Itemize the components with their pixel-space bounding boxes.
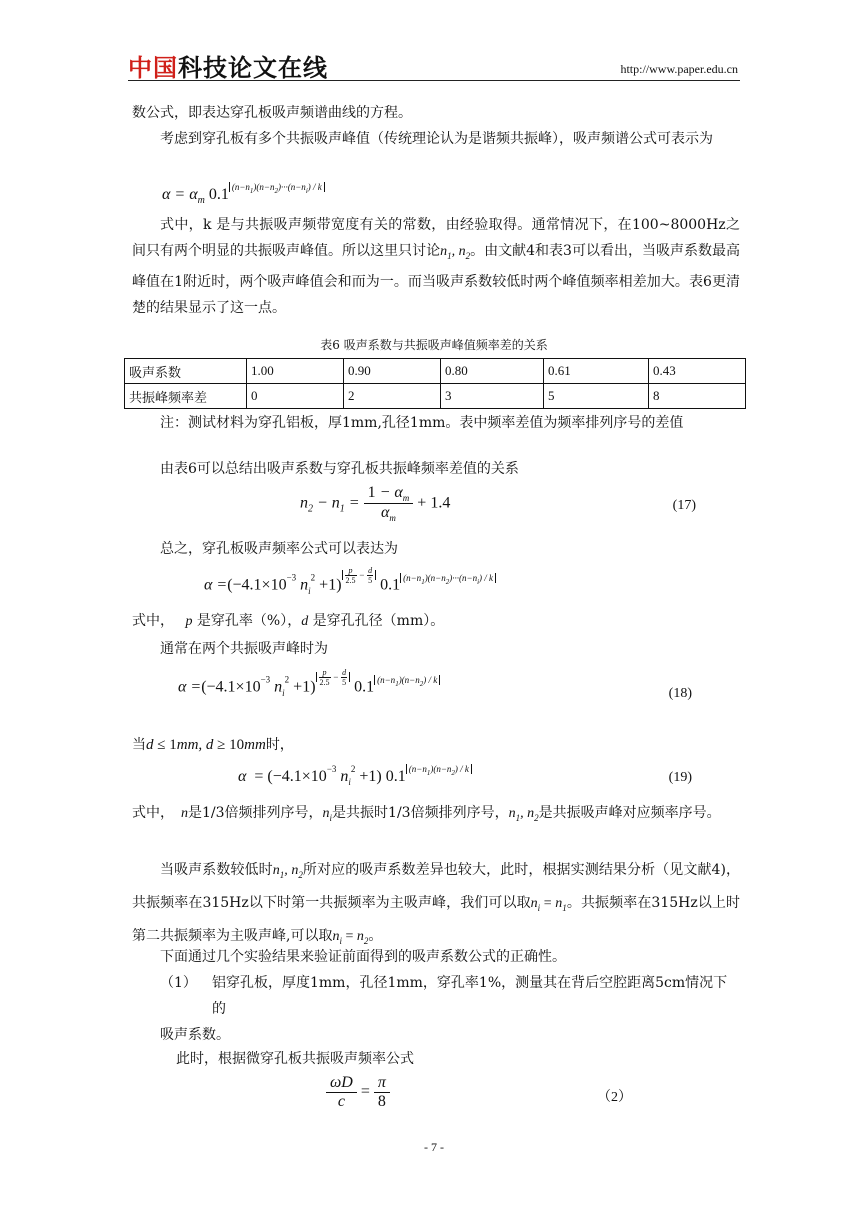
paragraph-8-text-c: 是共振时1/3倍频排列序号，	[332, 805, 509, 821]
formula-17: $n_2 - n_1$ = $\frac{1 - \alpha_m}{\alpha_m}$ + 1.4	[300, 484, 451, 524]
paragraph-7	[132, 732, 740, 758]
list-item-continuation: 吸声系数。	[160, 1027, 230, 1043]
paragraph-5	[132, 608, 740, 635]
paragraph-7-text-a: 当	[132, 737, 146, 753]
list-item-number: （1）	[160, 975, 197, 991]
inline-ni-eq-n1: $n_i = n_1$	[530, 895, 567, 913]
paragraph-9-text-a: 当吸声系数较低时	[160, 862, 273, 878]
formula-18: $\alpha =(-4.1\times 10^{-3}$ $n_i^2 +1$) $^{\frac{p}{2.5} - \frac{d}{5}}$ 0.1 $^{(n-n_1)(n-n_2) / k}$	[178, 668, 440, 698]
paragraph-10: 下面通过几个实验结果来验证前面得到的吸声系数公式的正确性。	[160, 949, 566, 965]
table-cell: 共振峰频率差	[125, 384, 247, 409]
paragraph-0: 数公式，即表达穿孔板吸声频谱曲线的方程。	[132, 105, 412, 121]
header-rule	[128, 80, 740, 81]
table-cell: 0	[247, 384, 344, 409]
inline-condition: d ≤ 1mm, d ≥ 10mm	[146, 737, 266, 753]
inline-n1-n2: $n_1$, $n_2$	[440, 244, 471, 261]
formula-general: $\alpha =(-4.1\times 10^{-3}$ $n_i^2 +1$) $^{\frac{p}{2.5} - \frac{d}{5}}$ 0.1 $^{(n-n_1)(n-n_2)\cdot\cdot\cdot(n-n_i) / k}$	[204, 566, 496, 596]
paragraph-4: 总之，穿孔板吸声频率公式可以表达为	[160, 541, 398, 557]
paragraph-1: 考虑到穿孔板有多个共振吸声峰值（传统理论认为是谐频共振峰），吸声频谱公式可表示为	[160, 131, 713, 147]
logo-black-text: 科技论文在线	[178, 53, 328, 82]
table-cell: 0.80	[441, 359, 544, 384]
journal-logo	[128, 50, 328, 80]
symbol-ni: $n_i$	[322, 806, 333, 823]
symbol-n: n	[174, 806, 188, 821]
paragraph-5-text-a: 式中，	[132, 613, 174, 629]
paragraph-11: 此时，根据微穿孔板共振吸声频率公式	[176, 1051, 414, 1067]
paragraph-8	[132, 800, 740, 831]
inline-ni-eq-n2: $n_i = n_2$	[332, 928, 369, 946]
paragraph-6: 通常在两个共振吸声峰时为	[160, 641, 328, 657]
formula-2: $\frac{\omega D}{c}$ = $\frac{\pi}{8}$	[326, 1074, 390, 1111]
eq-number-18: (18)	[668, 686, 692, 701]
table-row	[125, 359, 746, 384]
table-cell: 0.90	[344, 359, 441, 384]
paragraph-9-text-b: 所对应的吸声系数差异也较大，此时，根据实测结果分析（见文献4)，共振频率在315Hz以下时第一共振频率为主吸声峰，我们可以取	[132, 862, 741, 911]
paragraph-2-text-a: 式中，k 是与共振吸声频带宽度有关的常数，由经验取得。通常情况下，在100~8000Hz之间只有两个明显的共振吸声峰值。所以这里只讨论	[132, 217, 740, 259]
table-cell: 吸声系数	[125, 359, 247, 384]
paragraph-9-text-c: 。共振频率在315Hz以上时第二共振频率为主吸声峰,可以取	[132, 894, 740, 944]
table-cell: 2	[344, 384, 441, 409]
paragraph-9	[132, 856, 740, 954]
table6-note: 注：测试材料为穿孔铝板，厚1mm,孔径1mm。表中频率差值为频率排列序号的差值	[160, 415, 684, 431]
table-cell: 1.00	[247, 359, 344, 384]
paragraph-9-text-d: 。	[368, 927, 383, 944]
table-row	[125, 384, 746, 409]
symbol-n1-n2: $n_1$, $n_2$	[508, 806, 539, 823]
symbol-p: p	[178, 614, 193, 629]
eq-number-17: (17)	[672, 498, 696, 513]
table-cell: 3	[441, 384, 544, 409]
table-cell: 0.43	[649, 359, 746, 384]
paragraph-8-text-d: 是共振吸声峰对应频率序号。	[538, 805, 721, 821]
list-item-text: 铝穿孔板，厚度1mm，孔径1mm，穿孔率1%，测量其在背后空腔距离5cm情况下的	[212, 975, 728, 1017]
paragraph-3: 由表6可以总结出吸声系数与穿孔板共振峰频率差值的关系	[160, 461, 519, 477]
page-number: - 7 -	[424, 1140, 444, 1154]
table-cell: 0.61	[544, 359, 649, 384]
symbol-d: d	[301, 614, 309, 629]
formula-19: $\alpha = (-4.1\times 10^{-3}$ $n_i^2 +1$) 0.1 $^{(n-n_1)(n-n_2) / k}$	[238, 764, 472, 787]
table6-caption: 表6 吸声系数与共振吸声峰值频率差的关系	[320, 338, 548, 352]
header-url[interactable]: http://www.paper.edu.cn	[620, 62, 738, 76]
paragraph-8-text-a: 式中，	[132, 805, 174, 821]
paragraph-2	[132, 212, 740, 321]
table-cell: 8	[649, 384, 746, 409]
logo-red-text: 中国	[128, 53, 178, 82]
table6	[124, 358, 746, 409]
eq-number-2: （2）	[597, 1090, 632, 1105]
symbol-n1-n2-b: $n_1$, $n_2$	[272, 863, 303, 880]
paragraph-8-text-b: 是1/3倍频排列序号，	[188, 805, 323, 821]
paragraph-5-text-b: 是穿孔率（%），	[196, 613, 302, 629]
formula-spectrum: $\alpha = \alpha_m$ 0.1 $^{(n-n_1)(n-n_2)\cdot\cdot\cdot(n-n_i) / k}$	[162, 182, 325, 206]
paragraph-5-text-c: 是穿孔孔径（mm）。	[312, 613, 445, 629]
paragraph-2-text-b: 。由文献4和表3可以看出，当吸声系数最高峰值在1附近时，两个吸声峰值会和而为一。而当吸声系数较低时两个峰值频率相差加大。表6更清楚的结果显示了这一点。	[132, 243, 741, 316]
table-cell: 5	[544, 384, 649, 409]
paragraph-7-text-b: 时，	[265, 737, 294, 753]
eq-number-19: (19)	[668, 770, 692, 785]
